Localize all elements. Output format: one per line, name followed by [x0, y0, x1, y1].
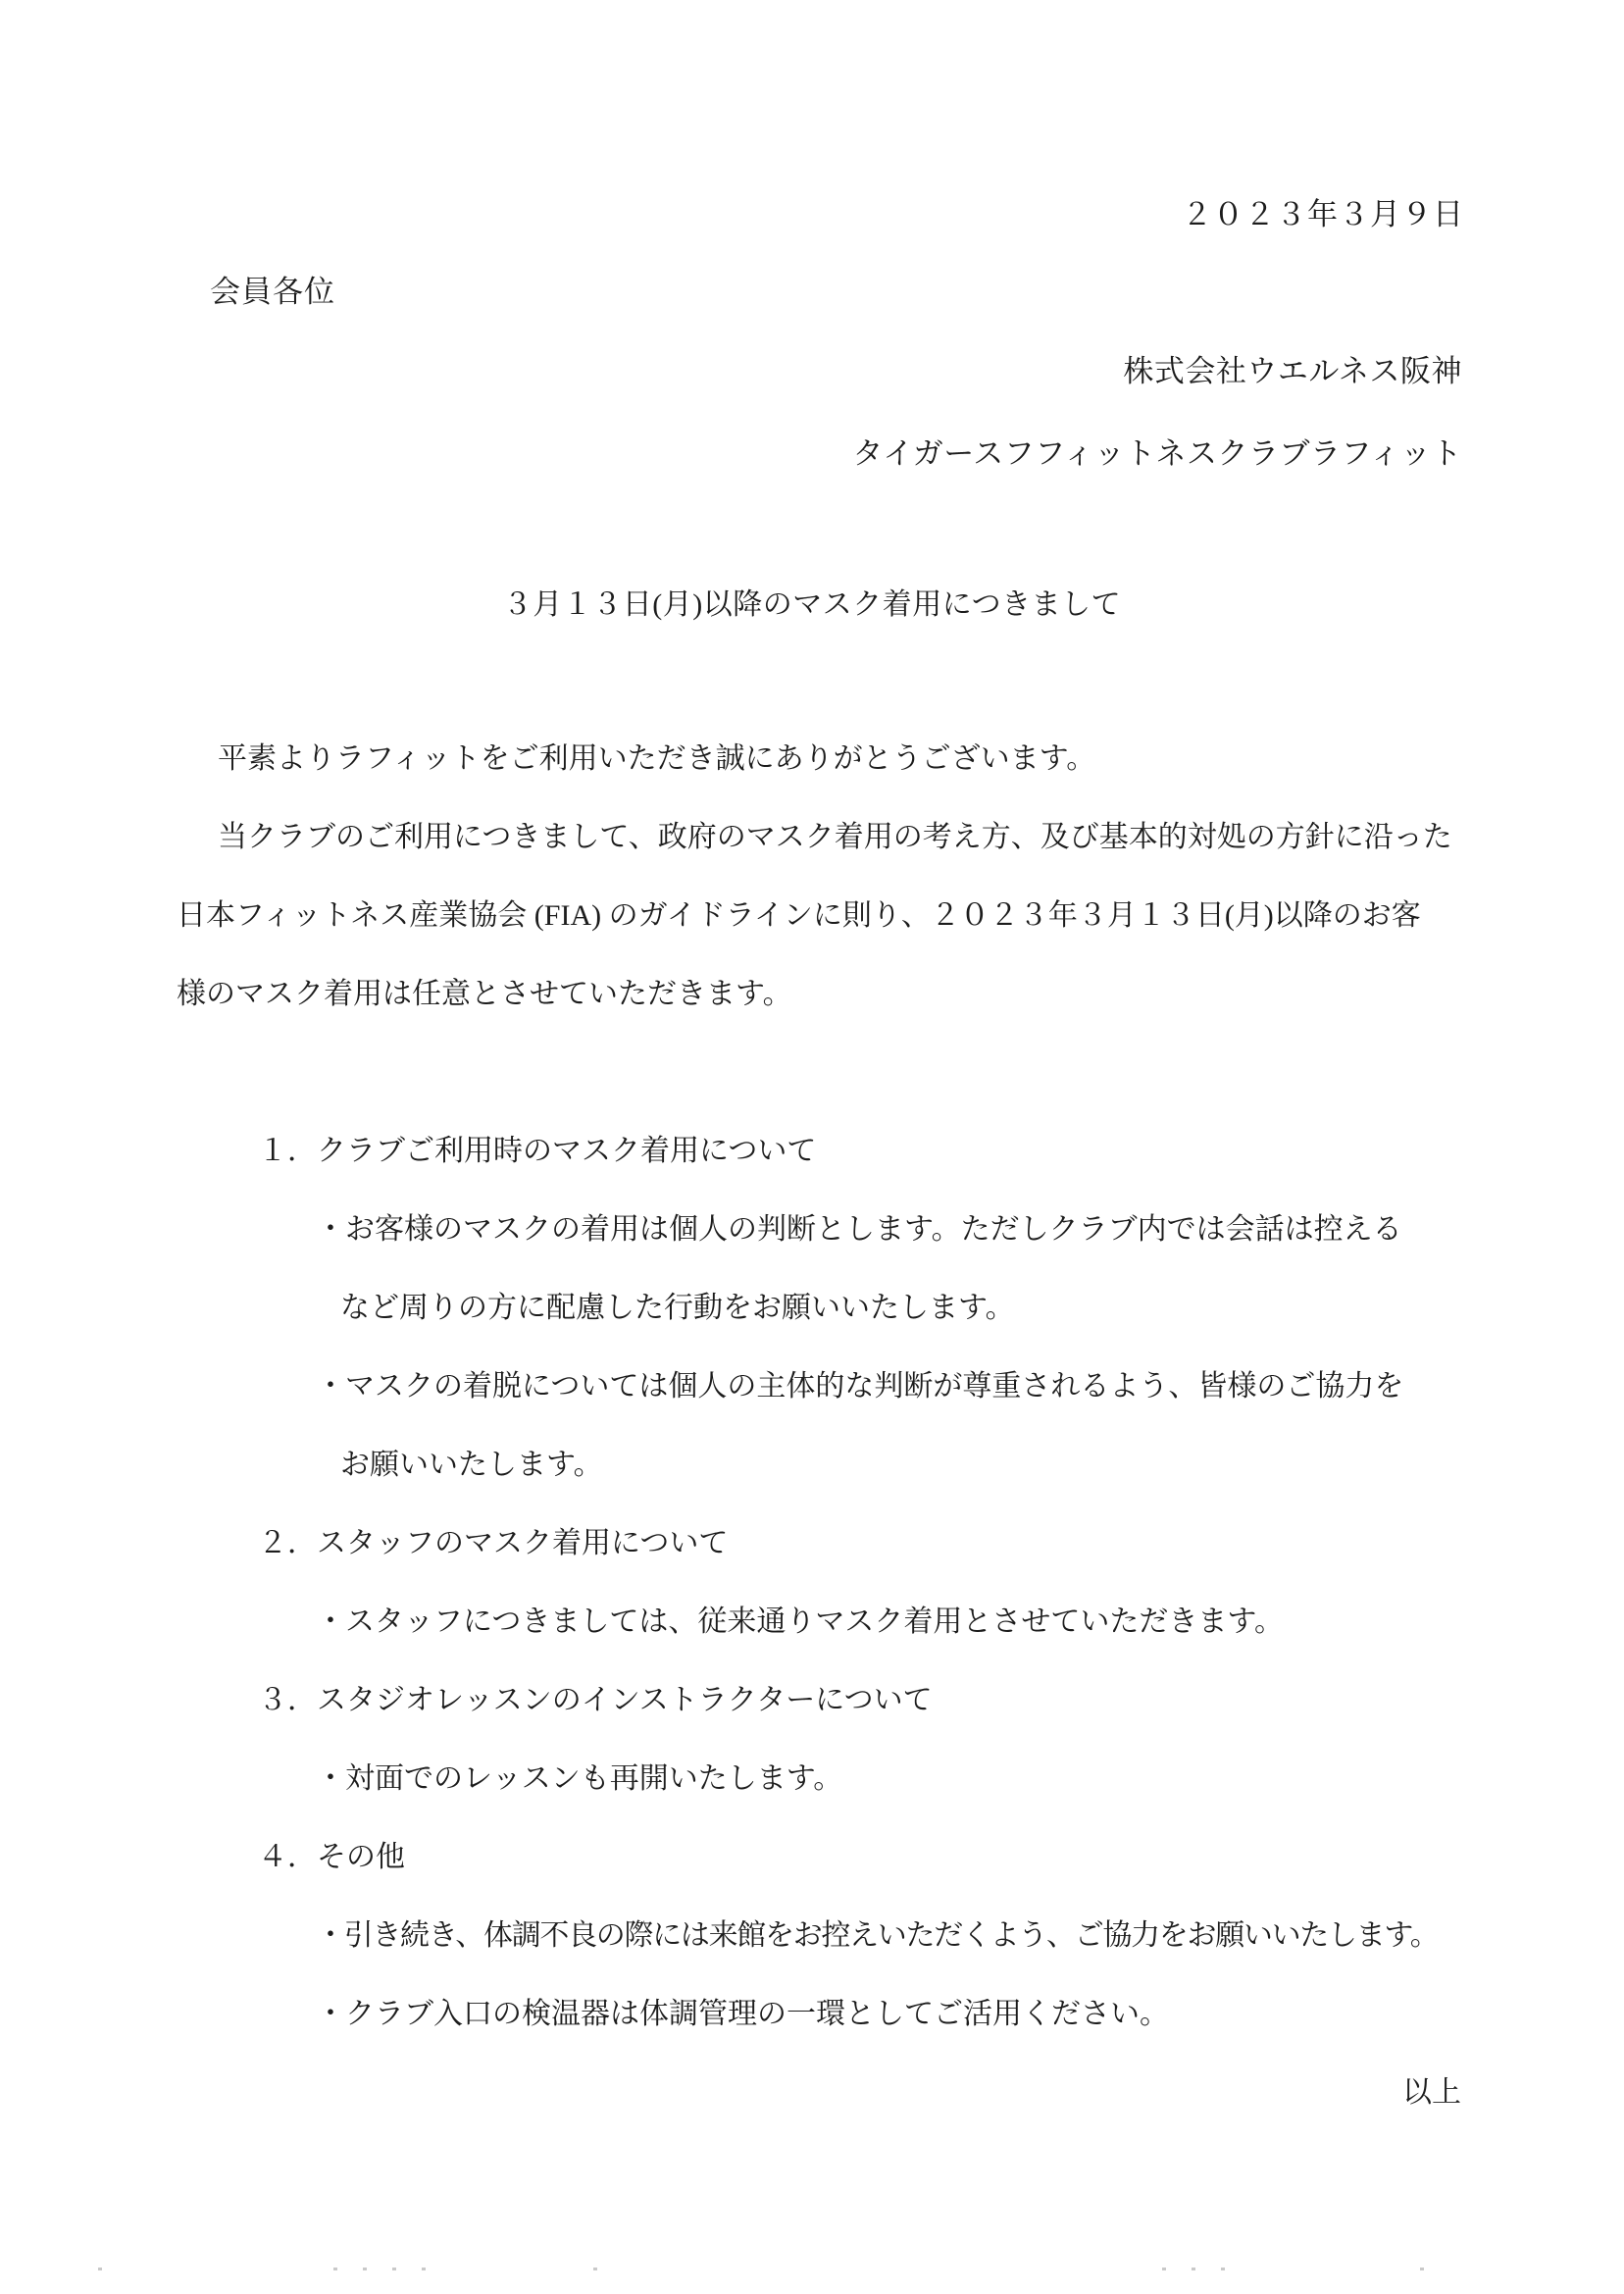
- scan-artifact: [98, 2268, 102, 2270]
- paragraph-line: 当クラブのご利用につきまして、政府のマスク着用の考え方、及び基本的対処の方針に沿った: [218, 821, 1452, 853]
- bullet-item: ・マスクの着脱については個人の主体的な判断が尊重されるよう、皆様のご協力を: [316, 1370, 1404, 1402]
- bullet-item: ・クラブ入口の検温器は体調管理の一環としてご活用ください。: [316, 1998, 1169, 2030]
- bullet-item: ・スタッフにつきましては、従来通りマスク着用とさせていただきます。: [316, 1606, 1284, 1638]
- list-item-heading: ４．その他: [258, 1841, 405, 1873]
- scan-artifact: [392, 2268, 396, 2270]
- bullet-item: ・お客様のマスクの着用は個人の判断とします。ただしクラブ内では会話は控える: [316, 1213, 1402, 1246]
- paragraph-line: 様のマスク着用は任意とさせていただきます。: [177, 978, 792, 1010]
- document-title: ３月１３日(月)以降のマスク着用につきまして: [502, 588, 1122, 621]
- list-item-heading: ３．スタジオレッスンのインストラクターについて: [258, 1684, 933, 1716]
- paragraph-line: 平素よりラフィットをご利用いただき誠にありがとうございます。: [218, 742, 1096, 775]
- sender-club-name: タイガースフフィットネスクラブラフィット: [852, 436, 1462, 471]
- closing-label: 以上: [1402, 2076, 1461, 2109]
- bullet-item: ・引き続き、体調不良の際には来館をお控えいただくよう、ご協力をお願いいたします。: [316, 1919, 1439, 1952]
- list-item-heading: １．クラブご利用時のマスク着用について: [258, 1135, 817, 1167]
- bullet-continuation: など周りの方に配慮した行動をお願いいたします。: [340, 1292, 1015, 1324]
- scan-artifact: [333, 2268, 337, 2270]
- document-date: ２０２３年３月９日: [1182, 197, 1464, 231]
- scan-artifact: [422, 2268, 426, 2270]
- line-spacer: [177, 1034, 1461, 1112]
- bullet-continuation: お願いいたします。: [340, 1449, 603, 1481]
- sender-company-name: 株式会社ウエルネス阪神: [1123, 354, 1462, 388]
- scan-artifact: [1221, 2268, 1225, 2270]
- scan-artifact: [593, 2268, 597, 2270]
- scan-artifact: [1162, 2268, 1166, 2270]
- scan-artifact: [1420, 2268, 1424, 2270]
- bullet-item: ・対面でのレッスンも再開いたします。: [316, 1762, 843, 1795]
- scan-artifact: [1192, 2268, 1195, 2270]
- paragraph-line: 日本フィットネス産業協会 (FIA) のガイドラインに則り、２０２３年３月１３日(月)以降のお客: [177, 899, 1421, 932]
- document-body: [177, 720, 1461, 2132]
- scan-artifact: [363, 2268, 367, 2270]
- list-item-heading: ２．スタッフのマスク着用について: [258, 1527, 729, 1559]
- recipient-line: 会員各位: [210, 275, 335, 309]
